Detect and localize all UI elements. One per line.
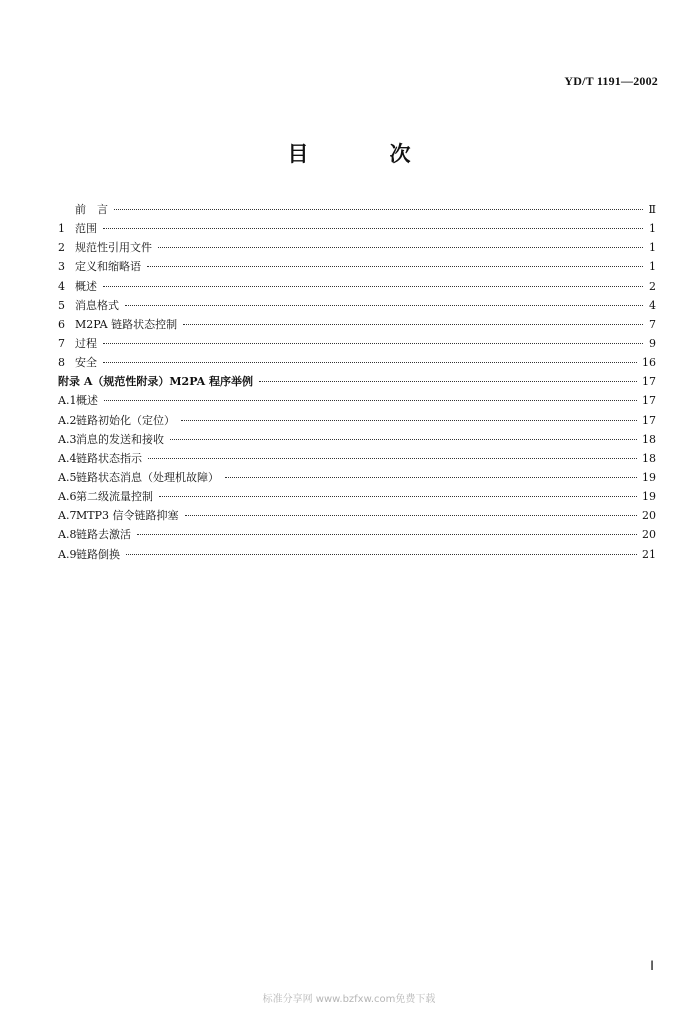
toc-entry-page: 20: [642, 509, 656, 523]
toc-entry-page: 1: [649, 222, 656, 236]
toc-entry-number: A.7: [58, 509, 77, 523]
toc-dot-leader: [158, 247, 643, 248]
toc-dot-leader: [170, 439, 637, 440]
toc-entry-page: 16: [642, 356, 656, 370]
toc-entry[interactable]: [58, 277, 656, 296]
toc-entry-number: A.6: [58, 490, 77, 504]
toc-entry[interactable]: [58, 372, 656, 391]
toc-entry[interactable]: [58, 506, 656, 525]
toc-entry-label: 前 言: [75, 203, 108, 216]
toc-entry-label: 链路初始化（定位）: [76, 413, 175, 427]
toc-dot-leader: [114, 209, 643, 210]
toc-entry-label: M2PA 链路状态控制: [75, 317, 178, 331]
toc-dot-leader: [103, 343, 643, 344]
toc-dot-leader: [137, 534, 637, 535]
toc-entry[interactable]: [58, 411, 656, 430]
toc-dot-leader: [147, 266, 643, 267]
toc-entry-page: 19: [642, 490, 656, 504]
toc-entry-page: 20: [642, 528, 656, 542]
toc-entry-number: 7: [58, 336, 65, 350]
toc-entry[interactable]: [58, 296, 656, 315]
toc-entry-page: 7: [649, 317, 656, 331]
toc-entry-label: 概述: [75, 279, 97, 293]
toc-entry-page: 21: [642, 547, 656, 561]
toc-entry-number: A.1: [58, 394, 77, 408]
toc-entry-label: 过程: [75, 336, 97, 350]
table-of-contents: [58, 200, 656, 564]
toc-entry-number: A.8: [58, 528, 77, 542]
toc-dot-leader: [185, 515, 638, 516]
toc-entry-label: 链路状态指示: [76, 451, 142, 465]
toc-entry[interactable]: [58, 449, 656, 468]
toc-dot-leader: [104, 400, 637, 401]
toc-entry-label: 消息格式: [75, 298, 119, 312]
standard-code: YD/T 1191—2002: [564, 74, 658, 88]
toc-entry-page: 17: [642, 413, 656, 427]
toc-entry-label: 定义和缩略语: [75, 260, 141, 274]
toc-entry-page: 18: [642, 432, 656, 446]
toc-entry-number: A.5: [58, 470, 77, 484]
toc-entry[interactable]: [58, 238, 656, 257]
toc-entry-number: 2: [58, 241, 65, 255]
toc-dot-leader: [181, 420, 637, 421]
toc-entry-number: A.4: [58, 451, 77, 465]
toc-entry-number: A.9: [58, 547, 77, 561]
toc-dot-leader: [159, 496, 637, 497]
toc-entry-label: 安全: [75, 356, 97, 370]
toc-entry-number: 3: [58, 260, 65, 274]
toc-entry[interactable]: [58, 315, 656, 334]
toc-entry-number: A.2: [58, 413, 77, 427]
toc-dot-leader: [103, 286, 643, 287]
toc-entry-page: 17: [642, 375, 656, 389]
toc-dot-leader: [225, 477, 637, 478]
toc-entry-label: MTP3 信令链路抑塞: [76, 509, 179, 523]
page-number: Ⅰ: [650, 958, 654, 973]
toc-entry-label: 链路状态消息（处理机故障）: [76, 470, 219, 484]
toc-entry-label: 链路倒换: [76, 547, 120, 561]
toc-entry-label: 规范性引用文件: [75, 241, 152, 255]
toc-entry-page: 9: [649, 336, 656, 350]
toc-entry-number: 8: [58, 356, 65, 370]
toc-dot-leader: [103, 228, 643, 229]
toc-entry[interactable]: [58, 487, 656, 506]
toc-entry-page: 1: [649, 260, 656, 274]
toc-entry[interactable]: [58, 334, 656, 353]
toc-entry[interactable]: [58, 391, 656, 410]
toc-entry-page: Ⅱ: [648, 203, 656, 216]
toc-entry-label: 概述: [76, 394, 98, 408]
toc-dot-leader: [125, 305, 643, 306]
toc-entry[interactable]: [58, 200, 656, 219]
toc-entry[interactable]: [58, 219, 656, 238]
toc-entry[interactable]: [58, 545, 656, 564]
watermark: 标准分享网 www.bzfxw.com免费下载: [262, 994, 436, 1005]
toc-entry-page: 2: [649, 279, 656, 293]
toc-dot-leader: [148, 458, 637, 459]
toc-dot-leader: [183, 324, 643, 325]
toc-entry-page: 17: [642, 394, 656, 408]
toc-entry-number: 4: [58, 279, 65, 293]
toc-entry-label: 附录 A（规范性附录）M2PA 程序举例: [58, 375, 254, 389]
toc-entry-number: 5: [58, 298, 65, 312]
toc-entry[interactable]: [58, 525, 656, 544]
toc-entry-label: 第二级流量控制: [76, 490, 153, 504]
toc-entry-page: 4: [649, 298, 656, 312]
toc-entry-label: 消息的发送和接收: [76, 432, 164, 446]
toc-entry-number: A.3: [58, 432, 77, 446]
toc-entry-number: 1: [58, 222, 65, 236]
toc-entry-page: 1: [649, 241, 656, 255]
toc-entry[interactable]: [58, 353, 656, 372]
toc-entry-page: 18: [642, 451, 656, 465]
toc-dot-leader: [103, 362, 637, 363]
toc-entry[interactable]: [58, 257, 656, 276]
toc-entry[interactable]: [58, 430, 656, 449]
page-title: 目 次: [287, 142, 441, 166]
toc-dot-leader: [126, 554, 637, 555]
toc-entry-page: 19: [642, 470, 656, 484]
toc-entry-number: 6: [58, 317, 65, 331]
toc-entry[interactable]: [58, 468, 656, 487]
toc-entry-label: 范围: [75, 222, 97, 236]
toc-entry-label: 链路去激活: [76, 528, 131, 542]
toc-dot-leader: [259, 381, 637, 382]
